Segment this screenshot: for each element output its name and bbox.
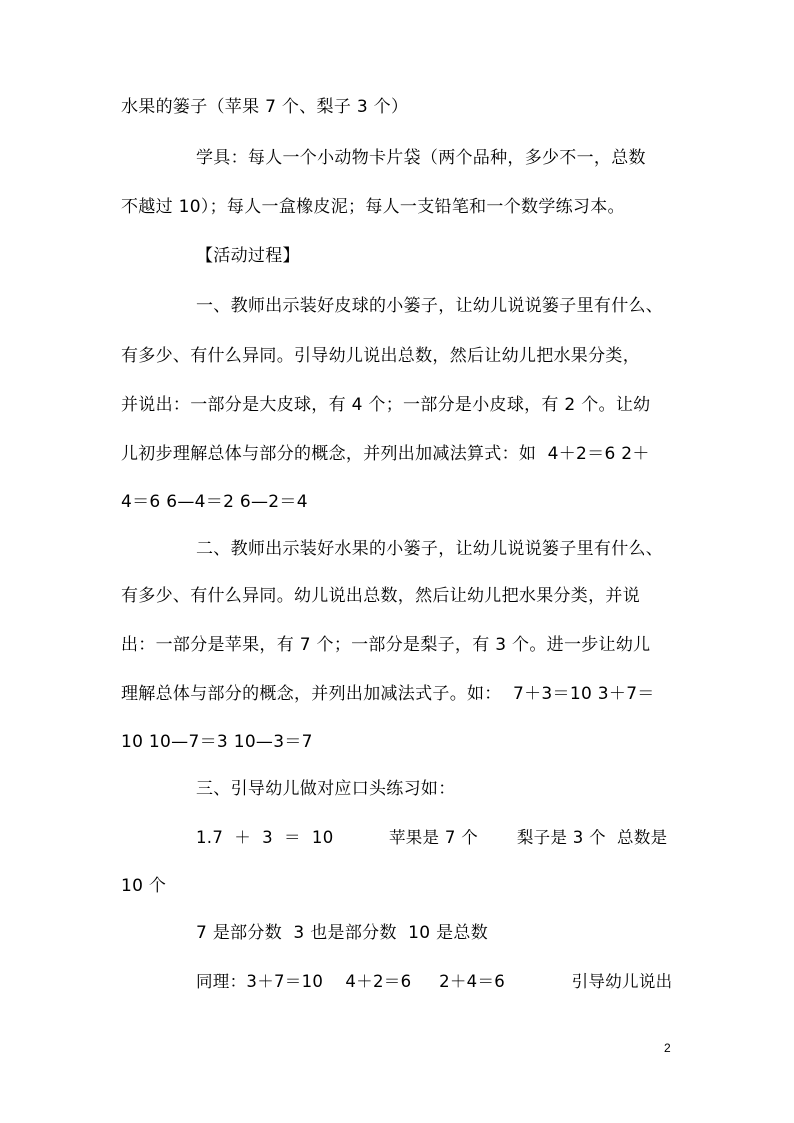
page-number: 2 <box>664 1041 671 1055</box>
text-line: 出：一部分是苹果，有 7 个；一部分是梨子，有 3 个。进一步让幼儿 <box>121 635 651 655</box>
text-line: 7 是部分数 3 也是部分数 10 是总数 <box>196 923 488 943</box>
text-line: 同理：3＋7＝10 4＋2＝6 2＋4＝6 引导幼儿说出 <box>196 972 673 991</box>
text-line: 二、教师出示装好水果的小篓子，让幼儿说说篓子里有什么、 <box>196 539 664 559</box>
text-line: 理解总体与部分的概念，并列出加减法式子。如： 7＋3＝10 3＋7＝ <box>121 684 655 704</box>
text-line: 一、教师出示装好皮球的小篓子，让幼儿说说篓子里有什么、 <box>196 296 664 316</box>
text-line: 并说出：一部分是大皮球，有 4 个；一部分是小皮球，有 2 个。让幼 <box>121 395 651 415</box>
text-line: 水果的篓子（苹果 7 个、梨子 3 个） <box>121 97 409 117</box>
text-line: 1.7 ＋ 3 ＝ 10 苹果是 7 个 梨子是 3 个 总数是 <box>196 828 668 847</box>
text-line: 不越过 10）；每人一盒橡皮泥；每人一支铅笔和一个数学练习本。 <box>121 197 625 217</box>
text-line: 10 个 <box>121 876 167 896</box>
text-line: 儿初步理解总体与部分的概念，并列出加减法算式：如 4＋2＝6 2＋ <box>121 444 650 464</box>
text-line: 学具：每人一个小动物卡片袋（两个品种，多少不一，总数 <box>196 148 646 168</box>
text-line: 三、引导幼儿做对应口头练习如： <box>196 779 456 799</box>
text-line: 4＝6 6—4＝2 6—2＝4 <box>121 492 308 512</box>
section-heading: 【活动过程】 <box>196 246 300 266</box>
text-line: 有多少、有什么异同。引导幼儿说出总数，然后让幼儿把水果分类， <box>121 346 640 366</box>
text-line: 10 10—7＝3 10—3＝7 <box>121 732 313 752</box>
text-line: 有多少、有什么异同。幼儿说出总数，然后让幼儿把水果分类，并说 <box>121 586 640 606</box>
